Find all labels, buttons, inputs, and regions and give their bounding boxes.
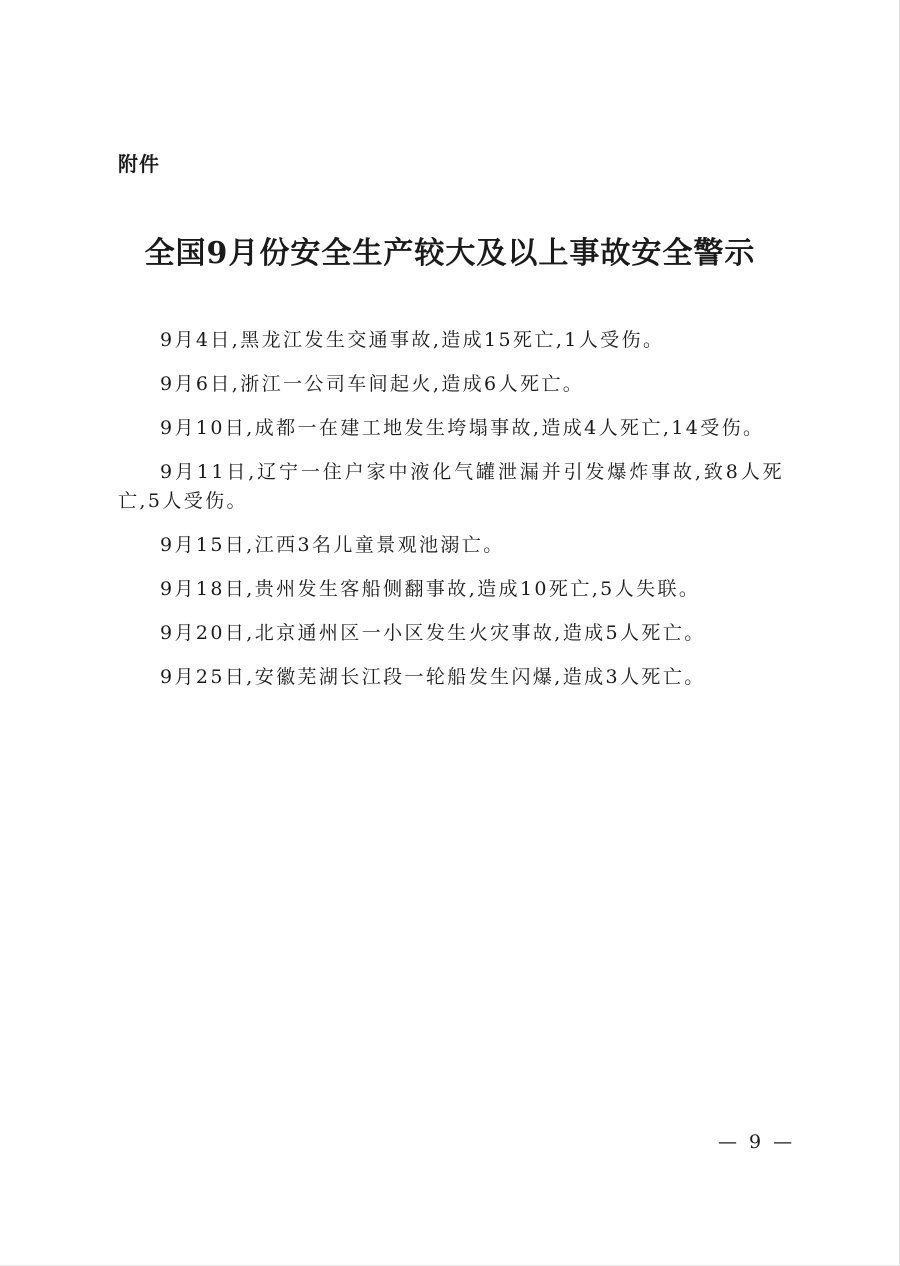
incident-entry: 9月18日,贵州发生客船侧翻事故,造成10死亡,5人失联。 (160, 578, 701, 600)
incident-entry: 9月15日,江西3名儿童景观池溺亡。 (160, 534, 505, 556)
incident-entry: 9月6日,浙江一公司车间起火,造成6人死亡。 (160, 373, 585, 395)
document-title: 全国9月份安全生产较大及以上事故安全警示 (144, 236, 756, 271)
attachment-label: 附件 (118, 152, 160, 176)
incident-entry: 9月20日,北京通州区一小区发生火灾事故,造成5人死亡。 (160, 622, 706, 644)
incident-entry: 9月25日,安徽芜湖长江段一轮船发生闪爆,造成3人死亡。 (160, 666, 706, 688)
incident-entry: 9月11日,辽宁一住户家中液化气罐泄漏并引发爆炸事故,致8人死亡,5人受伤。 (118, 461, 784, 512)
page-number: — 9 — (718, 1131, 796, 1153)
incident-list (118, 326, 784, 707)
incident-entry: 9月10日,成都一在建工地发生垮塌事故,造成4人死亡,14受伤。 (160, 417, 765, 439)
incident-entry: 9月4日,黑龙江发生交通事故,造成15死亡,1人受伤。 (160, 329, 665, 351)
